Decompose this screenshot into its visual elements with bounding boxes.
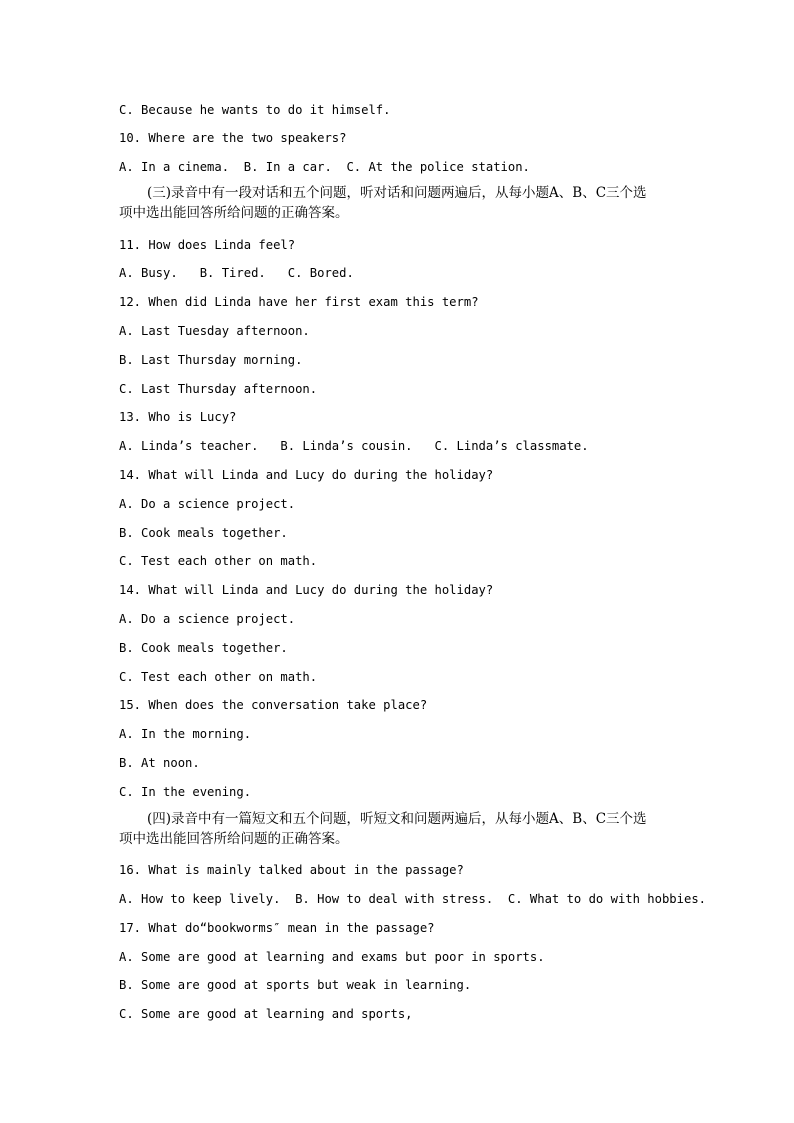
question-line: 14. What will Linda and Lucy do during the holiday? — [119, 583, 494, 597]
question-line: 14. What will Linda and Lucy do during the holiday? — [119, 468, 494, 482]
option-line: C. Test each other on math. — [119, 554, 318, 568]
section-instruction: (三)录音中有一段对话和五个问题，听对话和问题两遍后，从每小题A、B、C三个选 — [147, 185, 647, 201]
question-line: 17. What do“bookworms″ mean in the passage? — [119, 921, 435, 935]
section-instruction: (四)录音中有一篇短文和五个问题，听短文和问题两遍后，从每小题A、B、C三个选 — [147, 811, 647, 827]
question-line: 13. Who is Lucy? — [119, 410, 237, 424]
question-line: 10. Where are the two speakers? — [119, 131, 347, 145]
option-line: A. Some are good at learning and exams but poor in sports. — [119, 950, 545, 964]
option-line: A. How to keep lively. B. How to deal with stress. C. What to do with hobbies. — [119, 892, 706, 906]
option-line: A. Do a science project. — [119, 612, 296, 626]
option-line: C. Test each other on math. — [119, 670, 318, 684]
section-instruction-continued: 项中选出能回答所给问题的正确答案。 — [119, 205, 349, 221]
option-line: B. Cook meals together. — [119, 526, 288, 540]
question-line: 16. What is mainly talked about in the passage? — [119, 863, 464, 877]
option-line: A. Linda’s teacher. B. Linda’s cousin. C. Linda’s classmate. — [119, 439, 589, 453]
question-line: 11. How does Linda feel? — [119, 238, 296, 252]
question-line: 12. When did Linda have her first exam this term? — [119, 295, 479, 309]
option-line: A. In the morning. — [119, 727, 252, 741]
option-line: B. Some are good at sports but weak in learning. — [119, 978, 472, 992]
option-line: A. Do a science project. — [119, 497, 296, 511]
section-instruction-continued: 项中选出能回答所给问题的正确答案。 — [119, 831, 349, 847]
option-line: B. At noon. — [119, 756, 200, 770]
option-line: B. Last Thursday morning. — [119, 353, 303, 367]
option-line: C. Last Thursday afternoon. — [119, 382, 318, 396]
option-line: C. Some are good at learning and sports, — [119, 1007, 413, 1021]
option-line: C. In the evening. — [119, 785, 252, 799]
option-line: B. Cook meals together. — [119, 641, 288, 655]
question-line: 15. When does the conversation take place? — [119, 698, 428, 712]
option-line: A. Last Tuesday afternoon. — [119, 324, 310, 338]
option-line: A. In a cinema. B. In a car. C. At the police station. — [119, 160, 530, 174]
option-line: C. Because he wants to do it himself. — [119, 103, 391, 117]
option-line: A. Busy. B. Tired. C. Bored. — [119, 266, 354, 280]
